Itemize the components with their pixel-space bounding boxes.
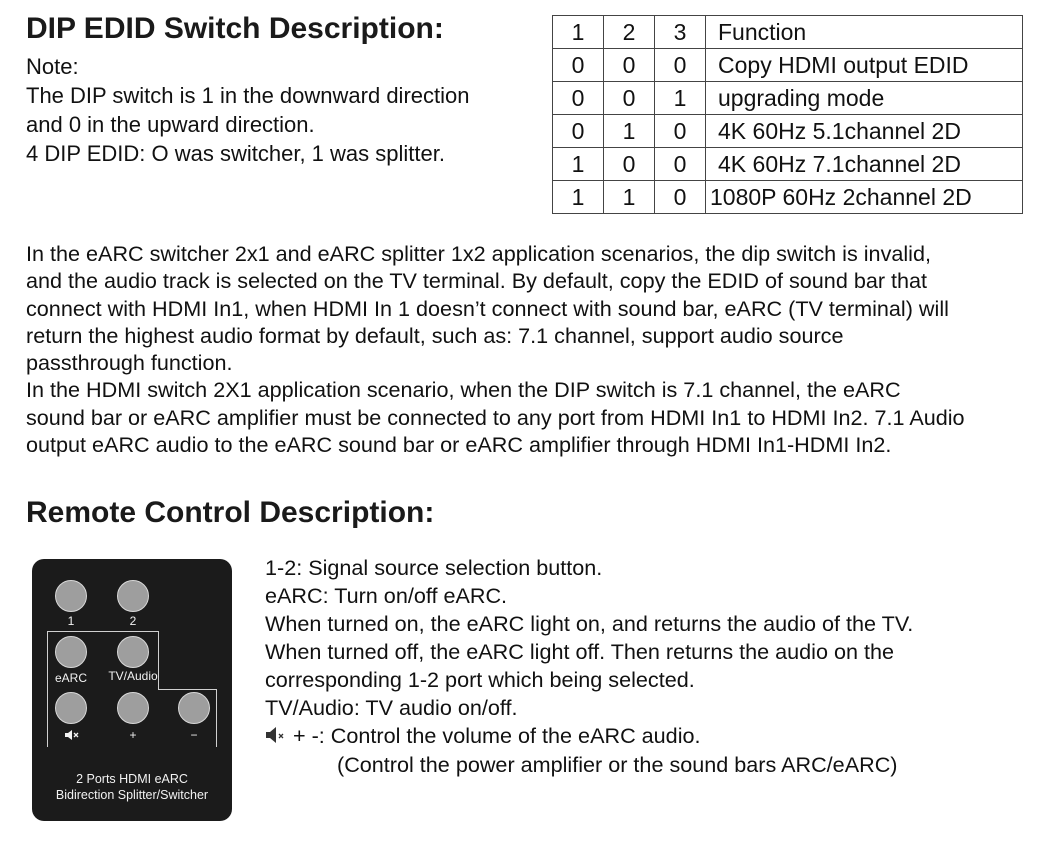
remote-label-2: 2 [129, 614, 137, 628]
frame-line [158, 689, 217, 690]
description-line: corresponding 1-2 port which being selected. [265, 667, 695, 692]
description-line: When turned off, the eARC light off. Then returns the audio on the [265, 639, 895, 664]
paragraph-line: connect with HDMI In1, when HDMI In 1 doesn’t connect with sound bar, eARC (TV terminal) will [26, 295, 949, 321]
dip-paragraph [26, 240, 965, 458]
remote-label-earc: eARC [54, 671, 87, 685]
remote-button-volume-up [117, 692, 149, 724]
table-cell: 0 [655, 49, 706, 82]
table-cell: Copy HDMI output EDID [706, 49, 1023, 82]
description-line: When turned on, the eARC light on, and returns the audio of the TV. [265, 611, 914, 636]
table-row [553, 115, 1023, 148]
table-cell: upgrading mode [706, 82, 1023, 115]
mute-speaker-icon [265, 723, 287, 751]
note-line: Note: [26, 54, 79, 79]
remote-button-earc [55, 636, 87, 668]
table-cell: 0 [604, 49, 655, 82]
header-cell: 2 [604, 16, 655, 49]
remote-button-1 [55, 580, 87, 612]
remote-label-tv-audio: TV/Audio [108, 669, 158, 683]
remote-button-volume-down [178, 692, 210, 724]
dip-section-title: DIP EDID Switch Description: [26, 12, 444, 45]
note-line: 4 DIP EDID: O was switcher, 1 was splitter. [26, 141, 445, 166]
remote-label-1: 1 [67, 614, 75, 628]
table-cell: 1 [655, 82, 706, 115]
table-cell: 4K 60Hz 7.1channel 2D [706, 148, 1023, 181]
table-cell: 1 [604, 115, 655, 148]
remote-button-mute [55, 692, 87, 724]
description-line: eARC: Turn on/off eARC. [265, 583, 508, 608]
table-row [553, 181, 1023, 214]
remote-label-plus: + [129, 728, 137, 742]
table-cell: 1 [553, 181, 604, 214]
header-cell: 3 [655, 16, 706, 49]
remote-footer-line: Bidirection Splitter/Switcher [55, 788, 209, 802]
paragraph-line: In the eARC switcher 2x1 and eARC splitter 1x2 application scenarios, the dip switch is invalid, [26, 241, 931, 266]
remote-footer-line: 2 Ports HDMI eARC [76, 772, 188, 786]
table-cell: 0 [655, 181, 706, 214]
table-row [553, 82, 1023, 115]
mute-speaker-icon [63, 729, 81, 744]
dip-notes [26, 52, 469, 168]
table-cell: 0 [604, 82, 655, 115]
table-row [553, 148, 1023, 181]
volume-line [265, 722, 913, 751]
paragraph-line: and the audio track is selected on the TV terminal. By default, copy the EDID of sound bar that [26, 268, 928, 294]
description-line: TV/Audio: TV audio on/off. [265, 695, 518, 720]
frame-line [47, 631, 48, 747]
frame-line [216, 689, 217, 747]
table-cell: 0 [553, 82, 604, 115]
frame-line [47, 631, 159, 632]
description-line: 1-2: Signal source selection button. [265, 555, 603, 580]
dip-edid-table [552, 15, 1023, 214]
paragraph-line: return the highest audio format by default, such as: 7.1 channel, support audio source [26, 322, 844, 348]
table-cell: 1080P 60Hz 2channel 2D [706, 181, 1023, 214]
table-row [553, 49, 1023, 82]
table-cell: 1 [553, 148, 604, 181]
remote-section-title: Remote Control Description: [26, 496, 435, 529]
remote-button-2 [117, 580, 149, 612]
remote-control-image [32, 559, 232, 821]
table-cell: 4K 60Hz 5.1channel 2D [706, 115, 1023, 148]
remote-button-tv-audio [117, 636, 149, 668]
volume-note: (Control the power amplifier or the sound bars ARC/eARC) [337, 752, 898, 778]
volume-line-text: + -: Control the volume of the eARC audio. [287, 723, 701, 748]
note-line: The DIP switch is 1 in the downward direction [26, 83, 470, 108]
table-cell: 0 [553, 115, 604, 148]
paragraph-line: sound bar or eARC amplifier must be connected to any port from HDMI In1 to HDMI In2. 7.1 Audio [26, 404, 965, 430]
table-header-row [553, 16, 1023, 49]
table-cell: 0 [604, 148, 655, 181]
table-cell: 0 [655, 148, 706, 181]
paragraph-line: passthrough function. [26, 350, 233, 376]
remote-label-minus: − [190, 728, 198, 742]
note-line: and 0 in the upward direction. [26, 112, 315, 137]
header-cell: 1 [553, 16, 604, 49]
table-cell: 0 [553, 49, 604, 82]
table-cell: 1 [604, 181, 655, 214]
header-cell: Function [706, 16, 1023, 49]
paragraph-line: output eARC audio to the eARC sound bar or eARC amplifier through HDMI In1-HDMI In2. [26, 432, 892, 458]
paragraph-line: In the HDMI switch 2X1 application scenario, when the DIP switch is 7.1 channel, the eARC [26, 377, 901, 403]
table-cell: 0 [655, 115, 706, 148]
remote-description [265, 554, 913, 779]
